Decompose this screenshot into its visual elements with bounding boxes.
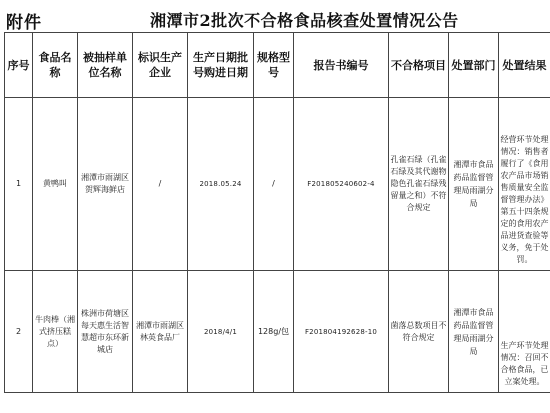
cell-producer: / [133,98,188,271]
cell-seq: 2 [5,271,33,393]
cell-report-no: F201805240602-4 [294,98,389,271]
cell-date: 2018/4/1 [188,271,254,393]
annex-label: 附件 [6,13,42,33]
cell-sampled-unit: 湘潭市雨湖区贺辉海鲜店 [78,98,133,271]
header-sampled-unit: 被抽样单位名称 [78,33,133,98]
cell-report-no: F201804192628-10 [294,271,389,393]
header-seq: 序号 [5,33,33,98]
header-report-no: 报告书编号 [294,33,389,98]
cell-producer: 湘潭市雨湖区林英食品厂 [133,271,188,393]
header-dept: 处置部门 [449,33,499,98]
cell-dept: 湘潭市食品药品监督管理局雨湖分局 [449,98,499,271]
cell-dept: 湘潭市食品药品监督管理局雨湖分局 [449,271,499,393]
cell-sampled-unit: 株洲市荷塘区每天惠生活智慧超市东环新城店 [78,271,133,393]
table-header-row [5,33,550,98]
header-failed-item: 不合格项目 [389,33,449,98]
table-row [5,271,550,393]
header-spec: 规格型号 [254,33,294,98]
cell-seq: 1 [5,98,33,271]
cell-failed-item: 孔雀石绿（孔雀石绿及其代谢物隐色孔雀石绿残留量之和）不符合规定 [389,98,449,271]
cell-spec: / [254,98,294,271]
cell-date: 2018.05.24 [188,98,254,271]
header-food-name: 食品名称 [33,33,78,98]
cell-spec: 128g/包 [254,271,294,393]
cell-food-name: 牛肉棒（湘式挤压糕点） [33,271,78,393]
inspection-table [4,32,550,393]
table-row [5,98,550,271]
header-date: 生产日期批号购进日期 [188,33,254,98]
header-producer: 标识生产企业 [133,33,188,98]
cell-food-name: 黄鸭叫 [33,98,78,271]
cell-result: 经营环节处理情况：销售者履行了《食用农产品市场销售质量安全监督管理办法》第五十四条规定的食用农产品进货查验等义务，免于处罚。 [499,98,550,271]
header-result: 处置结果 [499,33,550,98]
cell-result: 生产环节处理情况：召回不合格食品，已立案处理。 [499,271,550,393]
page-title: 湘潭市2批次不合格食品核查处置情况公告 [150,11,459,30]
cell-failed-item: 菌落总数项目不符合规定 [389,271,449,393]
